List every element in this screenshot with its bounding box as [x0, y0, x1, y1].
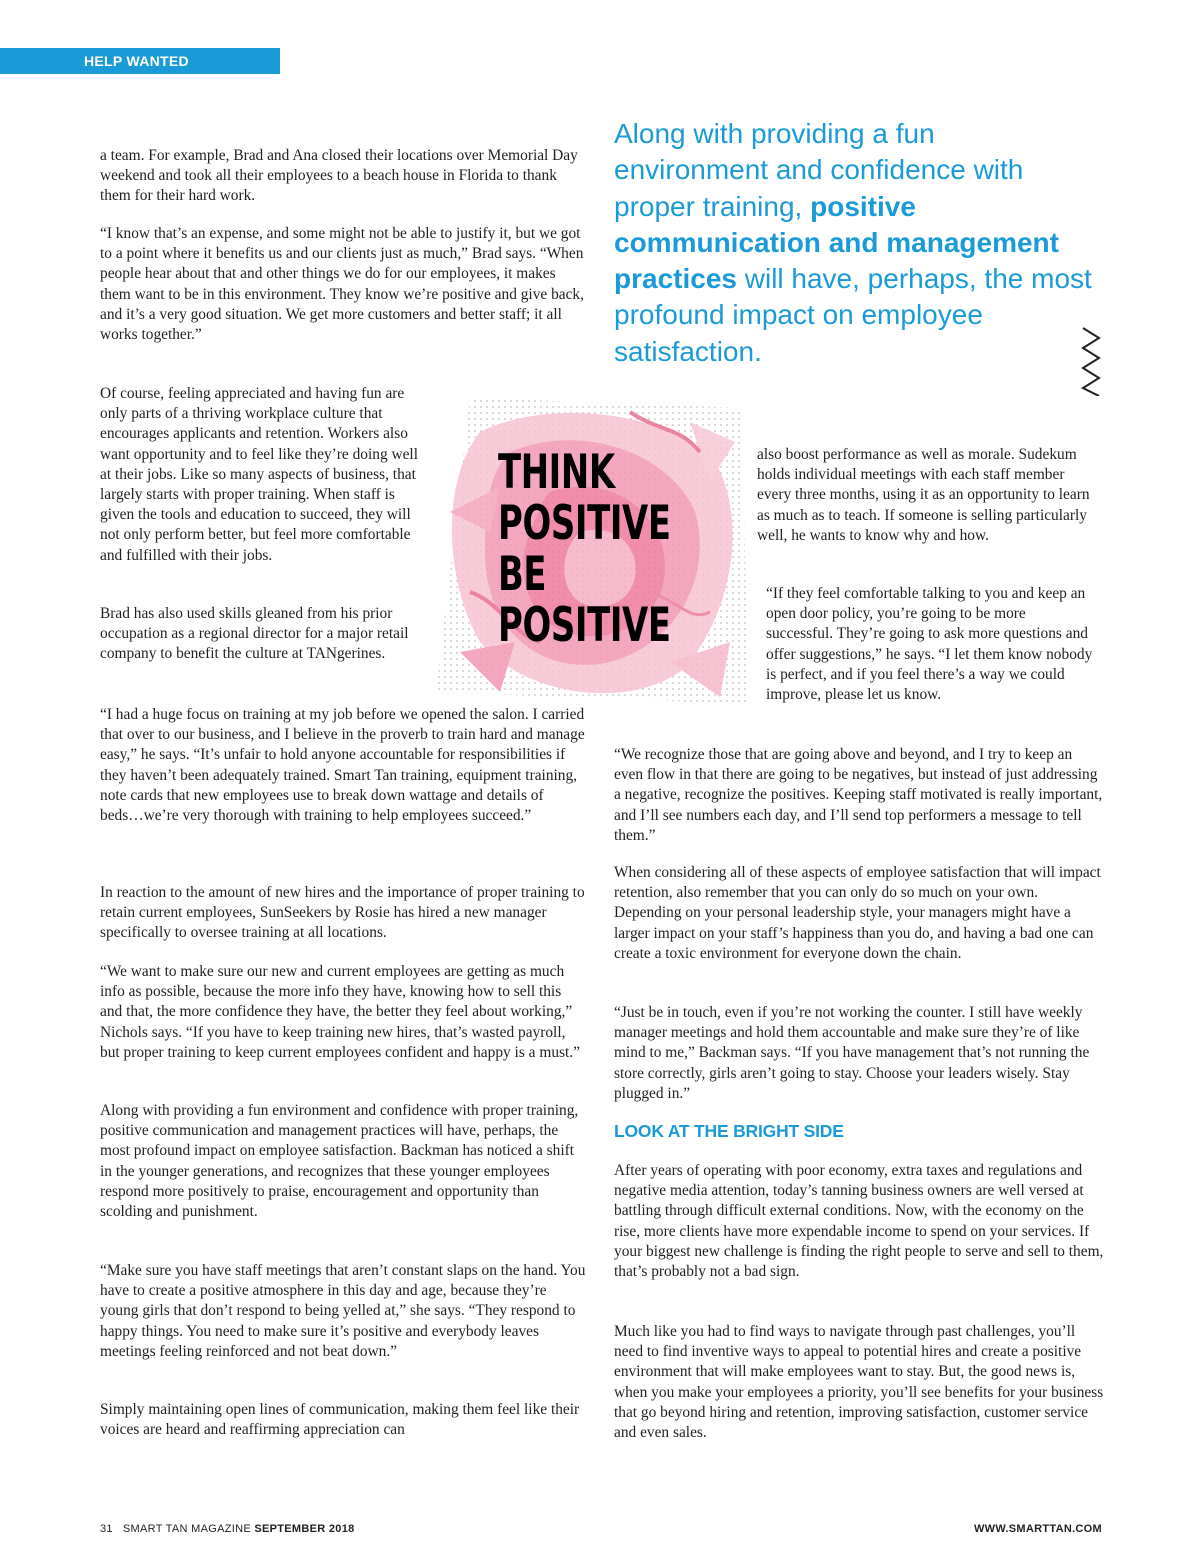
slogan-line-3: BE	[498, 547, 547, 602]
left-paragraph-6: In reaction to the amount of new hires and the importance of proper training to retain current employees, SunSeekers by Rosie has hired a new manager specifically to oversee training at all locations.	[100, 884, 585, 942]
section-tab	[0, 48, 280, 74]
left-paragraph-5: “I had a huge focus on training at my job before we opened the salon. I carried that over to our business, and I believe in the proverb to train hard and manage easy,” he says. “It’s unfair to hold anyone accountable for responsibilities if they haven’t been adequately trained. Smart Tan training, equipment training, note cards that new employees use to break down wattage and details of beds…we’re very thorough with training to help employees succeed.”	[100, 706, 585, 825]
left-paragraph-2: “I know that’s an expense, and some might not be able to justify it, but we got to a point where it benefits us and our clients just as much,” Brad says. “When people hear about that and other things we do for our employees, it makes them want to be in this environment. They know we’re positive and give back, and it’s a very good situation. We get more customers and better staff; it all works together.”	[100, 225, 584, 344]
right-paragraph-7: Much like you had to find ways to navigate through past challenges, you’ll need to find inventive ways to appeal to potential hires and create a positive environment that will make employees want to stay. But, the good news is, when you make your employees a priority, you’ll see benefits for your business that go beyond hiring and retention, improving satisfaction, customer service and even sales.	[614, 1323, 1104, 1442]
left-paragraph-9: “Make sure you have staff meetings that aren’t constant slaps on the hand. You have to create a positive atmosphere in this day and age, because they’re young girls that don’t respond to being yelled at,” she says. “They respond to happy things. You need to make sure it’s positive and everybody leaves meetings feeling reinforced and not beat down.”	[100, 1262, 586, 1360]
right-paragraph-3: “We recognize those that are going above and beyond, and I try to keep an even flow in that there are going to be negatives, but instead of just addressing a negative, recognize the positives. Keeping staff motivated is really important, and I’ll see numbers each day, and I’ll send top performers a message to tell them.”	[614, 746, 1103, 844]
pull-quote-part-2: will have, perhaps, the most profound impact on employee satisfaction.	[614, 263, 1092, 367]
footer-left	[100, 1523, 355, 1535]
issue-date: SEPTEMBER 2018	[254, 1523, 355, 1535]
right-paragraph-6: After years of operating with poor economy, extra taxes and regulations and negative media attention, today’s tanning business owners are well versed at battling through difficult external conditions. Now, with the economy on the rise, more clients have more expendable income to spend on your services. If your biggest new challenge is finding the right people to serve and sell to them, that’s probably not a bad sign.	[614, 1162, 1104, 1281]
zigzag-icon	[1080, 326, 1102, 396]
pull-quote	[614, 116, 1094, 370]
slogan-line-2: POSITIVE	[498, 496, 671, 551]
right-paragraph-4: When considering all of these aspects of employee satisfaction that will impact retention, also remember that you can only do so much on your own. Depending on your personal leadership style, your managers might have a larger impact on your staff’s happiness than you do, and having a bad one can create a toxic environment for everyone down the chain.	[614, 864, 1101, 962]
right-paragraph-5: “Just be in touch, even if you’re not working the counter. I still have weekly manager meetings and hold them accountable and make sure they’re of like mind to me,” Backman says. “If you have management that’s not running the store correctly, girls aren’t going to stay. Choose your leaders wisely. Stay plugged in.”	[614, 1004, 1090, 1102]
magazine-name: SMART TAN MAGAZINE	[122, 1523, 251, 1535]
right-paragraph-1: also boost performance as well as morale. Sudekum holds individual meetings with each staff member every three months, using it as an opportunity to learn as much as to teach. If someone is selling particularly well, he wants to know why and how.	[757, 446, 1090, 544]
section-subhead: LOOK AT THE BRIGHT SIDE	[614, 1121, 844, 1141]
slogan-line-4: POSITIVE	[498, 598, 671, 653]
left-paragraph-8: Along with providing a fun environment and confidence with proper training, positive communication and management practices will have, perhaps, the most profound impact on employee satisfaction. Backman has noticed a shift in the younger generations, and recognizes that these younger employees respond more positively to praise, encouragement and opportunity than scolding and punishment.	[100, 1102, 579, 1221]
left-paragraph-1: a team. For example, Brad and Ana closed their locations over Memorial Day weekend and took all their employees to a beach house in Florida to thank them for their hard work.	[100, 147, 578, 205]
left-paragraph-4: Brad has also used skills gleaned from his prior occupation as a regional director for a major retail company to benefit the culture at TANgerines.	[100, 605, 409, 663]
left-paragraph-10: Simply maintaining open lines of communication, making them feel like their voices are heard and reaffirming appreciation can	[100, 1401, 580, 1439]
left-paragraph-3: Of course, feeling appreciated and having fun are only parts of a thriving workplace culture that encourages applicants and retention. Workers also want opportunity and to feel like they’re doing well at their jobs. Like so many aspects of business, that largely starts with proper training. When staff is given the tools and education to succeed, they will not only perform better, but feel more comfortable and fulfilled with their jobs.	[100, 385, 418, 564]
pull-quote-bold: positive communication and management practices	[614, 190, 1059, 295]
graphic-slogan	[498, 447, 671, 651]
pull-quote-part-1: Along with providing a fun environment and confidence with proper training,	[614, 118, 1024, 222]
page-number: 31	[100, 1523, 113, 1535]
right-paragraph-2: “If they feel comfortable talking to you and keep an open door policy, you’re going to be more successful. They’re going to ask more questions and offer suggestions,” he says. “I let them know nobody is perfect, and if you feel there’s a way we could improve, please let us know.	[766, 585, 1093, 704]
slogan-line-1: THINK	[498, 445, 615, 500]
left-paragraph-7: “We want to make sure our new and current employees are getting as much info as possible, because the more info they have, knowing how to sell this and that, the more confidence they have, the better they feel about working,” Nichols says. “If you have to keep training new hires, that’s wasted payroll, but proper training to keep current employees confident and happy is a must.”	[100, 963, 580, 1061]
footer-website: WWW.SMARTTAN.COM	[973, 1523, 1102, 1535]
section-tab-label: HELP WANTED	[84, 53, 189, 69]
